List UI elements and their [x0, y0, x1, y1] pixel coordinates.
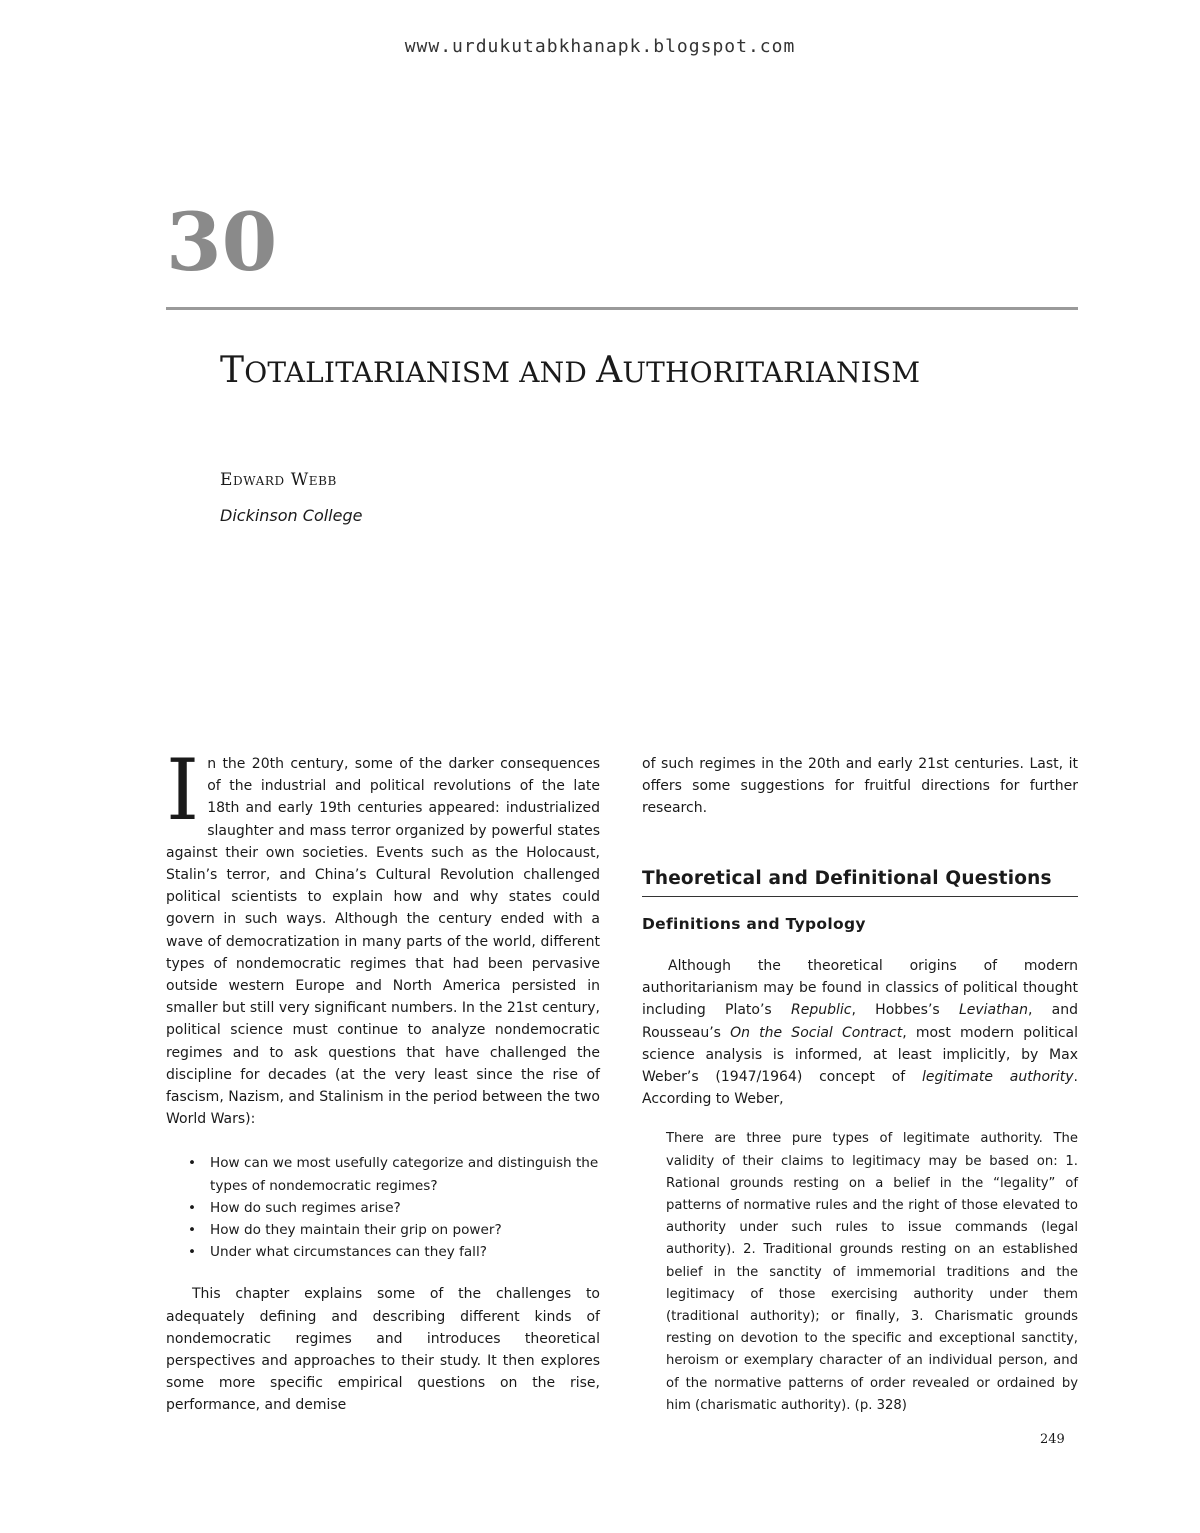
weber-paragraph: [642, 955, 1078, 1110]
chapter-number: 30: [166, 195, 278, 289]
list-item: • How do such regimes arise?: [166, 1197, 600, 1219]
term-legitimate-authority: legitimate authority: [921, 1069, 1074, 1086]
author-name: Edward Webb: [220, 470, 337, 490]
title-initial: A: [596, 350, 623, 391]
title-initial: T: [220, 350, 245, 391]
section-heading: Theoretical and Definitional Questions: [642, 868, 1078, 897]
list-item: • Under what circumstances can they fall?: [166, 1241, 600, 1263]
right-column: [642, 753, 1078, 1417]
chapter-rule: [166, 307, 1078, 310]
intro-text: n the 20th century, some of the darker consequences of the industrial and political revolutions of the late 18th and early 19th centuries appeared: industrialized slaughter and mass terror organized by powerful states against their own societies. Events such as the Holocaust, Stalin’s terror, and China’s Cultural Revolution challenged political scientists to explain how and why states could govern in such ways. Although the century ended with a wave of democratization in many parts of the world, different types of nondemocratic regimes that had been pervasive outside western Europe and North America persisted in smaller but still very significant numbers. In the 21st century, political science must continue to analyze nondemocratic regimes and to ask questions that have challenged the discipline for decades (at the very least since the rise of fascism, Nazism, and Stalinism in the period between the two World Wars):: [166, 756, 600, 1128]
chapter-overview-paragraph: This chapter explains some of the challenges to adequately defining and describing different kinds of nondemocratic regimes and introduces theoretical perspectives and approaches to their study. It then explores some more specific empirical questions on the rise, performance, and demise: [166, 1286, 600, 1414]
intro-paragraph: [166, 741, 600, 1130]
question-list: [166, 1152, 600, 1263]
list-item: • How can we most usefully categorize and distinguish the types of nondemocratic regimes?: [166, 1152, 600, 1196]
page-number: 249: [1040, 1432, 1065, 1447]
paragraph-text: , and Rousseau’s: [642, 1002, 1079, 1041]
work-title-republic: Republic: [791, 1002, 852, 1019]
title-initial: AND: [519, 356, 588, 389]
title-rest: UTHORITARIANISM: [622, 356, 921, 389]
paragraph-text: , Hobbes’s: [851, 1002, 959, 1019]
title-rest: OTALITARIANISM: [244, 356, 511, 389]
drop-cap: I: [166, 741, 200, 839]
paragraph-text: Although the theoretical origins of modern authoritarianism may be found in classics of political thought including Plato’s: [642, 958, 1078, 1019]
left-column: [166, 741, 600, 1417]
continuation-paragraph: of such regimes in the 20th and early 21st centuries. Last, it offers some suggestions for fruitful directions for further research.: [642, 756, 1078, 817]
paragraph-text: . According to Weber,: [642, 1069, 1078, 1108]
subsection-heading: Definitions and Typology: [642, 914, 866, 933]
work-title-leviathan: Leviathan: [958, 1002, 1028, 1019]
paragraph-text: , most modern political science analysis is informed, at least implicitly, by Max Weber’s (1947/1964) concept of: [642, 1024, 1079, 1086]
weber-block-quote: There are three pure types of legitimate authority. The validity of their claims to legitimacy may be based on: 1. Rational grounds resting on a belief in the “legality” of patterns of normative rules and the right of those elevated to authority under such rules to issue commands (legal authority). 2. Traditional grounds resting on an established belief in the sanctity of immemorial traditions and the legitimacy of those exercising authority under them (traditional authority); or finally, 3. Charismatic grounds resting on devotion to the specific and exceptional sanctity, heroism or exemplary character of an individual person, and of the normative patterns of order revealed or ordained by him (charismatic authority). (p. 328): [666, 1131, 1078, 1413]
list-item: • How do they maintain their grip on power?: [166, 1219, 600, 1241]
chapter-title-text: [220, 350, 921, 391]
author-affiliation: Dickinson College: [220, 506, 363, 525]
work-title-social-contract: On the Social Contract: [730, 1024, 903, 1041]
chapter-title: [220, 350, 920, 391]
watermark-url: www.urdukutabkhanapk.blogspot.com: [404, 36, 796, 57]
